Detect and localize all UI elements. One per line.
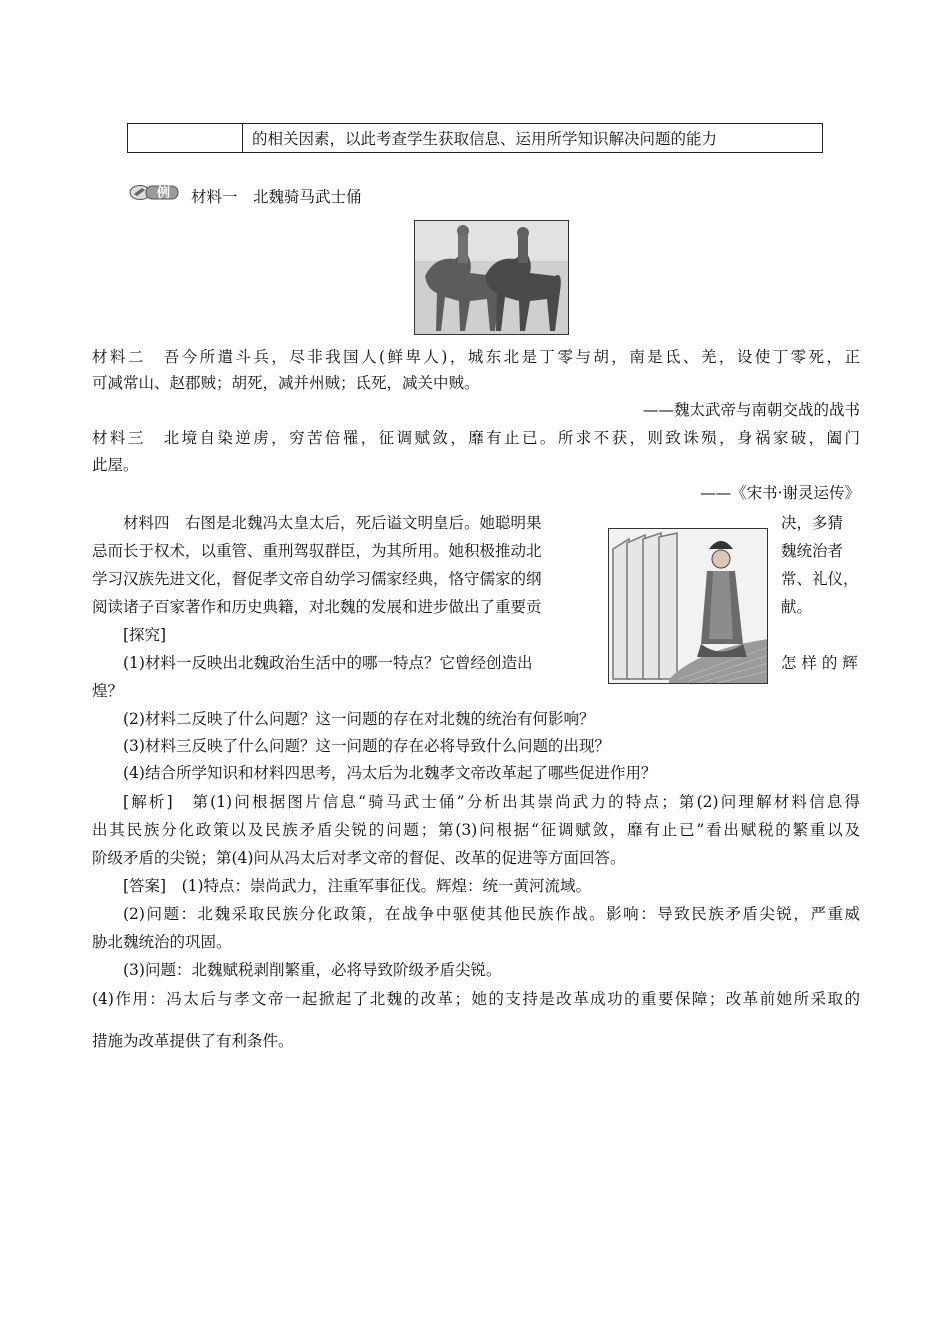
analysis-line-2: 出其民族分化政策以及民族矛盾尖锐的问题；第(3)问根据“征调赋敛，靡有止已”看出赋税的繁重以及	[92, 821, 860, 839]
table-divider	[242, 124, 243, 152]
question-4: (4)结合所学知识和材料四思考，冯太后为北魏孝文帝改革起了哪些促进作用？	[123, 764, 657, 782]
answer-line-1: [答案] (1)特点：崇尚武力，注重军事征伐。辉煌：统一黄河流域。	[123, 877, 592, 895]
analysis-line-1: [解析] 第(1)问根据图片信息“骑马武士俑”分析出其崇尚武力的特点；第(2)问理解材料信息得	[123, 793, 860, 811]
answer-line-2b: 胁北魏统治的巩固。	[92, 933, 232, 951]
empress-feng-picture	[609, 529, 768, 684]
material-4-line-3a: 学习汉族先进文化，督促孝文帝自幼学习儒家经典，恪守儒家的纲	[92, 570, 542, 588]
material-4-line-1a: 材料四 右图是北魏冯太皇太后，死后谥文明皇后。她聪明果	[123, 514, 542, 532]
material-4-line-2a: 忌而长于权术，以重管、重刑驾驭群臣，为其所用。她积极推动北	[92, 542, 542, 560]
material-4-line-4b: 献。	[781, 598, 813, 616]
answer-line-4b: 措施为改革提供了有利条件。	[92, 1032, 294, 1050]
answer-line-2a: (2)问题：北魏采取民族分化政策，在战争中驱使其他民族作战。影响：导致民族矛盾尖锐，严重威	[123, 905, 860, 923]
explore-heading: [探究]	[123, 626, 167, 644]
cavalry-figurine-image	[414, 220, 569, 335]
example-badge-icon	[128, 184, 180, 201]
material-3-source: ——《宋书·谢灵运传》	[700, 484, 860, 502]
material-4-line-4a: 阅读诸子百家著作和历史典籍，对北魏的发展和进步做出了重要贡	[92, 598, 542, 616]
question-2: (2)材料二反映了什么问题？这一问题的存在对北魏的统治有何影响？	[123, 710, 595, 728]
analysis-line-3: 阶级矛盾的尖锐；第(4)问从冯太后对孝文帝的督促、改革的促进等方面回答。	[92, 849, 626, 867]
example-badge	[128, 184, 180, 201]
material-2-line-2: 可减常山、赵郡贼；胡死，减并州贼；氐死，减关中贼。	[92, 374, 480, 392]
question-1-part-b: 怎 样 的 辉	[781, 654, 858, 672]
material-1-title: 材料一 北魏骑马武士俑	[191, 188, 362, 206]
answer-line-3: (3)问题：北魏赋税剥削繁重，必将导致阶级矛盾尖锐。	[123, 961, 502, 979]
answer-line-4a: (4)作用：冯太后与孝文帝一起掀起了北魏的改革；她的支持是改革成功的重要保障；改革前她所采取的	[92, 990, 860, 1008]
question-1-part-c: 煌？	[92, 682, 124, 700]
material-4-line-2b: 魏统治者	[781, 542, 844, 560]
empress-feng-portrait	[608, 528, 768, 684]
question-1-part-a: (1)材料一反映出北魏政治生活中的哪一特点？它曾经创造出	[123, 654, 533, 672]
question-3: (3)材料三反映了什么问题？这一问题的存在必将导致什么问题的出现？	[123, 737, 610, 755]
cavalry-figurine-picture	[415, 221, 569, 335]
material-3-line-2: 此屋。	[92, 456, 139, 474]
table-cell-text: 的相关因素，以此考查学生获取信息、运用所学知识解决问题的能力	[252, 130, 718, 148]
example-badge-label: 例	[157, 186, 171, 201]
material-3-line-1: 材料三 北境自染逆虏，穷苦倍罹，征调赋敛，靡有止已。所求不获，则致诛殒，身祸家破，阖门	[92, 429, 860, 447]
material-2-source: ——魏太武帝与南朝交战的战书	[642, 401, 860, 419]
material-2-line-1: 材料二 吾今所遣斗兵，尽非我国人(鲜卑人)，城东北是丁零与胡，南是氐、羌，设使丁零死，正	[92, 348, 860, 366]
material-4-line-3b: 常、礼仪，	[781, 570, 859, 588]
criteria-table	[127, 123, 823, 153]
material-4-line-1b: 决，多猜	[781, 514, 844, 532]
